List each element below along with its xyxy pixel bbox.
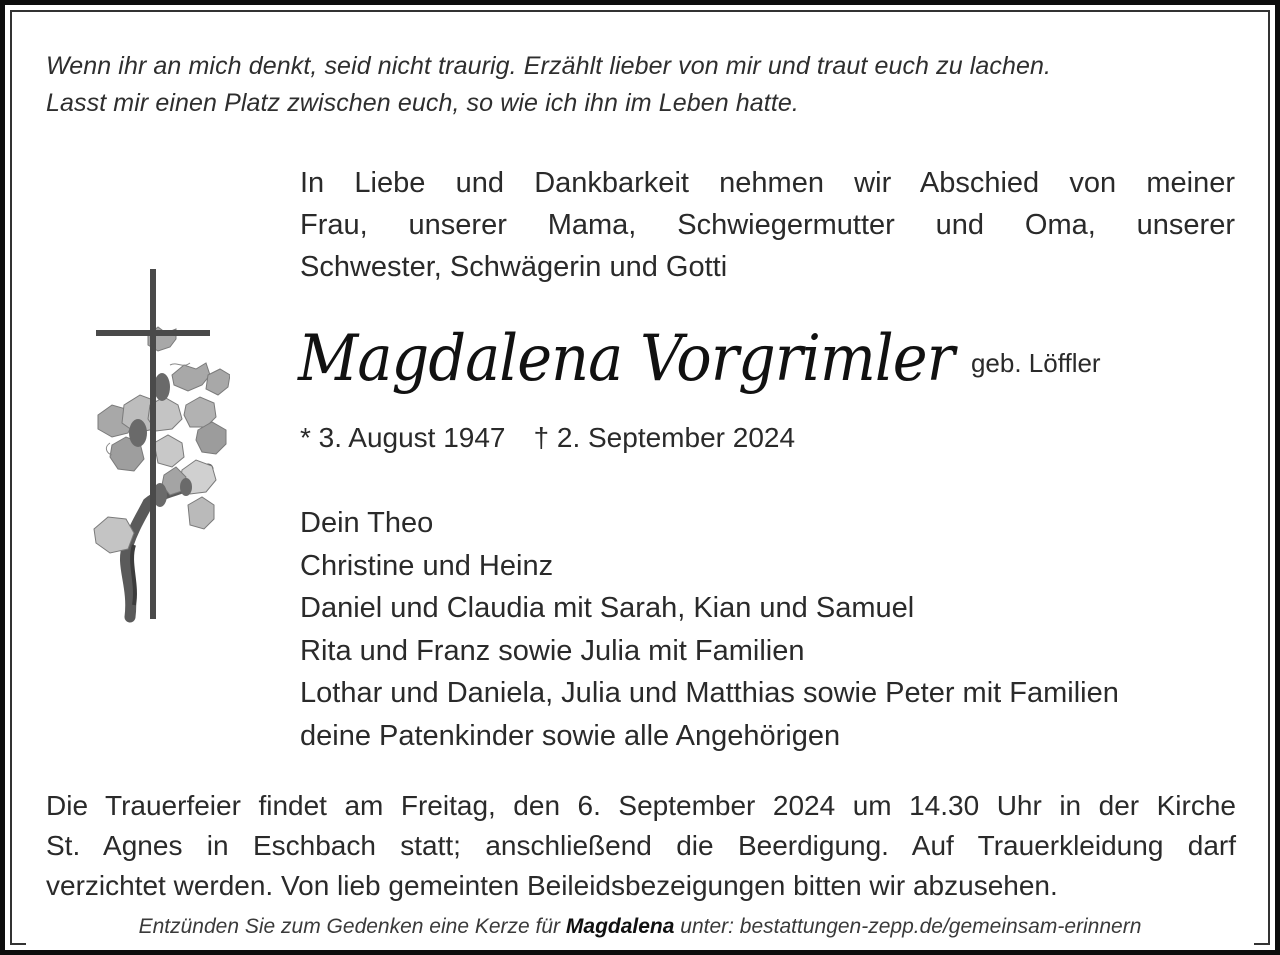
funeral-notice (46, 786, 1236, 906)
frame-corner-right (1254, 943, 1270, 945)
family-line: Dein Theo (300, 507, 434, 539)
frame-corner-left (10, 943, 26, 945)
footer-name: Magdalena (565, 915, 675, 938)
notice-line: St. Agnes in Eschbach statt; anschließend die Beerdigung. Auf Trauerkleidung darf (46, 830, 1236, 861)
deceased-name: Magdalena Vorgrimler (298, 322, 954, 396)
intro-line: Schwester, Schwägerin und Gotti (300, 251, 728, 283)
notice-line: Die Trauerfeier findet am Freitag, den 6. September 2024 um 14.30 Uhr in der Kirche (46, 790, 1236, 821)
maiden-name: geb. Löffler (970, 348, 1101, 378)
deceased-name-row (298, 322, 1248, 412)
family-line: Christine und Heinz (300, 549, 554, 582)
quote-line: Wenn ihr an mich denkt, seid nicht traurig. Erzählt lieber von mir und traut euch zu lachen. (46, 52, 1052, 80)
family-line: Daniel und Claudia mit Sarah, Kian und Samuel (300, 592, 915, 624)
cross-with-grapevine-icon (90, 265, 230, 625)
intro-line: In Liebe und Dankbarkeit nehmen wir Abschied von meiner (300, 167, 1235, 199)
candle-footer (0, 912, 1280, 942)
quote-line: Lasst mir einen Platz zwischen euch, so wie ich ihn im Leben hatte. (46, 89, 799, 117)
life-dates (300, 418, 795, 458)
family-line: deine Patenkinder sowie alle Angehörigen (300, 719, 841, 752)
footer-lead: Entzünden Sie zum Gedenken eine Kerze für (138, 915, 561, 938)
family-list (300, 502, 1119, 757)
footer-url-link[interactable]: unter: bestattungen-zepp.de/gemeinsam-erinnern (680, 915, 1142, 938)
birth-date: * 3. August 1947 (300, 422, 506, 453)
family-line: Rita und Franz sowie Julia mit Familien (300, 634, 805, 667)
intro-text (300, 162, 1235, 288)
death-date: † 2. September 2024 (533, 422, 796, 453)
intro-line: Frau, unserer Mama, Schwiegermutter und Oma, unserer (300, 209, 1235, 241)
memorial-quote (46, 48, 1246, 122)
notice-line: verzichtet werden. Von lieb gemeinten Beileidsbezeigungen bitten wir abzusehen. (46, 870, 1058, 901)
family-line: Lothar und Daniela, Julia und Matthias sowie Peter mit Familien (300, 677, 1119, 709)
